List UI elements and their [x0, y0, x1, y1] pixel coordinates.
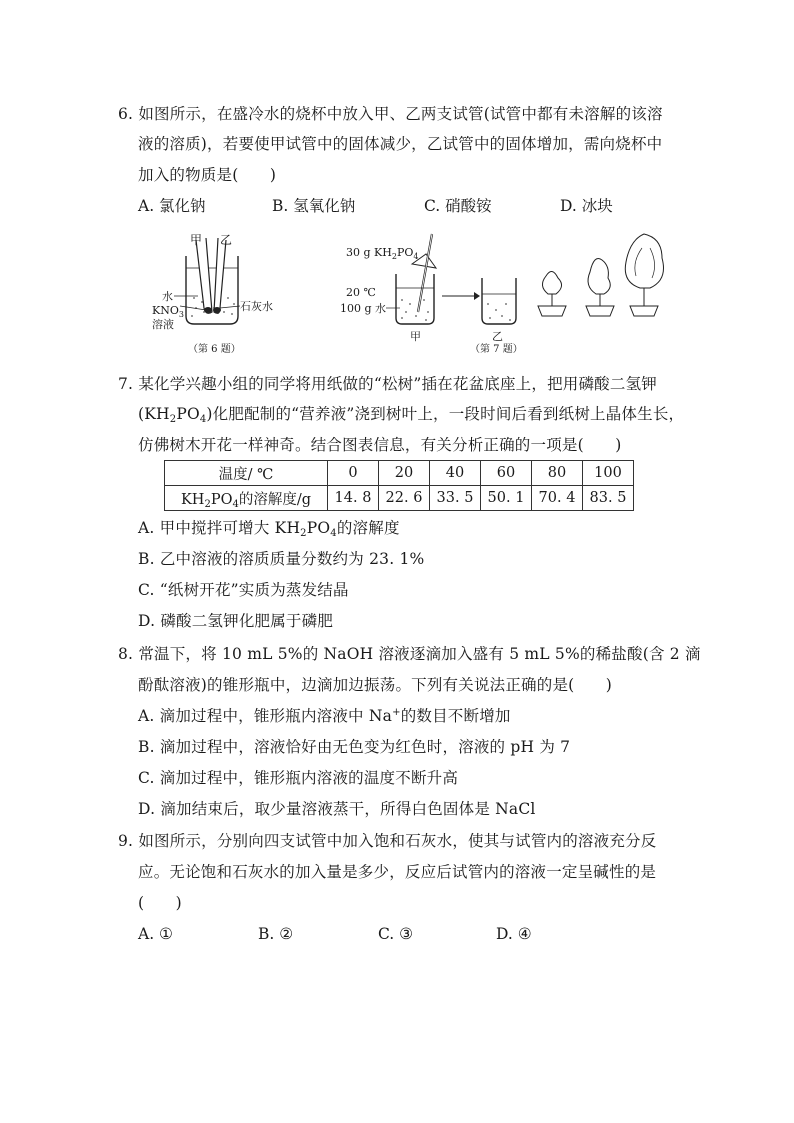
temp-cell: 0	[328, 461, 379, 486]
q9-stem-line1: 9. 如图所示，分别向四支试管中加入饱和石灰水，使其与试管内的溶液充分反	[118, 832, 657, 850]
fig6-label-solution: 溶液	[152, 318, 174, 331]
q9-option-d[interactable]: D. ④	[496, 925, 532, 943]
figure-7	[340, 226, 680, 358]
q8-stem-line1: 8. 常温下，将 10 mL 5%的 NaOH 溶液逐滴加入盛有 5 mL 5%的稀盐酸(含 2 滴	[118, 645, 701, 663]
q7-stem-line2: $(KH_2PO_4)$化肥配制的“营养液”浇到树叶上，一段时间后看到纸树上晶体生长，	[138, 405, 685, 425]
temp-cell: 100	[583, 461, 634, 486]
fig6-label-kno3: $KNO_3$	[152, 304, 184, 319]
fig7-label-yi: 乙	[492, 330, 503, 343]
solubility-table	[164, 460, 634, 511]
solubility-cell: 22. 6	[379, 486, 430, 511]
beaker-yi	[482, 278, 516, 324]
solubility-cell: 70. 4	[532, 486, 583, 511]
q6-stem-line2: 液的溶质)，若要使甲试管中的固体减少，乙试管中的固体增加，需向烧杯中	[138, 135, 663, 153]
fig6-label-limewater: 石灰水	[240, 300, 273, 313]
beaker-jia-dots	[401, 299, 429, 321]
beaker-jia	[396, 274, 434, 324]
fig7-label-jia: 甲	[410, 330, 421, 343]
q8-option-c[interactable]: C. 滴加过程中，锥形瓶内溶液的温度不断升高	[138, 769, 459, 787]
solubility-cell: 50. 1	[481, 486, 532, 511]
q6-option-a[interactable]: A. 氯化钠	[138, 197, 206, 215]
solid-yi	[213, 307, 221, 313]
fig7-label-temp: 20 ℃	[346, 286, 376, 299]
q9-option-c[interactable]: C. ③	[378, 925, 414, 943]
q7-option-c[interactable]: C. “纸树开花”实质为蒸发结晶	[138, 581, 349, 599]
beaker-yi-dots	[487, 303, 511, 321]
q6-option-b[interactable]: B. 氢氧化钠	[272, 197, 356, 215]
fig7-caption: （第 7 题）	[470, 344, 523, 355]
q8-option-a[interactable]: A. 滴加过程中，锥形瓶内溶液中 Na+的数目不断增加	[138, 707, 511, 725]
paper-tree-medium	[586, 259, 614, 317]
paper-tree-large	[625, 234, 663, 316]
q9-stem-line3: ( )	[138, 894, 182, 912]
fig6-caption: （第 6 题）	[188, 344, 241, 355]
q6-stem-line1: 6. 如图所示，在盛冷水的烧杯中放入甲、乙两支试管(试管中都有未溶解的该溶	[118, 105, 663, 123]
q7-stem-line3: 仿佛树木开花一样神奇。结合图表信息，有关分析正确的一项是( )	[138, 436, 622, 454]
table-row	[165, 486, 634, 511]
fig6-label-water: 水	[162, 290, 173, 303]
q8-option-b[interactable]: B. 滴加过程中，溶液恰好由无色变为红色时，溶液的 pH 为 7	[138, 738, 571, 756]
fig7-label-kh2po4: 30 g $KH_2PO_4$	[346, 246, 419, 261]
header-solubility: $KH_2PO_4$的溶解度/g	[165, 486, 328, 511]
q6-option-d[interactable]: D. 冰块	[560, 197, 613, 215]
solubility-cell: 83. 5	[583, 486, 634, 511]
temp-cell: 80	[532, 461, 583, 486]
fig6-label-jia: 甲	[190, 233, 203, 247]
q7-option-d[interactable]: D. 磷酸二氢钾化肥属于磷肥	[138, 612, 334, 630]
test-tube-jia	[196, 238, 212, 313]
q8-option-d[interactable]: D. 滴加结束后，取少量溶液蒸干，所得白色固体是 NaCl	[138, 800, 536, 818]
q9-stem-line2: 应。无论饱和石灰水的加入量是多少，反应后试管内的溶液一定呈碱性的是	[138, 863, 657, 881]
q6-option-c[interactable]: C. 硝酸铵	[424, 197, 492, 215]
solubility-cell: 14. 8	[328, 486, 379, 511]
q8-stem-line2: 酚酞溶液)的锥形瓶中，边滴加边振荡。下列有关说法正确的是( )	[138, 676, 613, 694]
paper-tree-small	[538, 271, 566, 316]
leader-limewater	[220, 306, 240, 308]
header-temperature: 温度/ ℃	[165, 461, 328, 486]
fig7-label-water: 100 g 水	[340, 302, 387, 315]
temp-cell: 20	[379, 461, 430, 486]
q9-option-a[interactable]: A. ①	[138, 925, 173, 943]
table-row	[165, 461, 634, 486]
solubility-cell: 33. 5	[430, 486, 481, 511]
q9-option-b[interactable]: B. ②	[258, 925, 294, 943]
q7-stem-line1: 7. 某化学兴趣小组的同学将用纸做的“松树”插在花盆底座上，把用磷酸二氢钾	[118, 375, 657, 393]
fig6-label-yi: 乙	[220, 233, 233, 247]
figure-6	[140, 228, 290, 358]
q6-stem-line3: 加入的物质是( )	[138, 166, 277, 184]
temp-cell: 40	[430, 461, 481, 486]
beaker-outline	[186, 256, 238, 324]
temp-cell: 60	[481, 461, 532, 486]
test-tube-yi	[214, 238, 226, 313]
q7-option-a[interactable]: A. 甲中搅拌可增大 $KH_2PO_4$的溶解度	[138, 519, 400, 539]
q7-option-b[interactable]: B. 乙中溶液的溶质质量分数约为 23. 1%	[138, 550, 425, 568]
